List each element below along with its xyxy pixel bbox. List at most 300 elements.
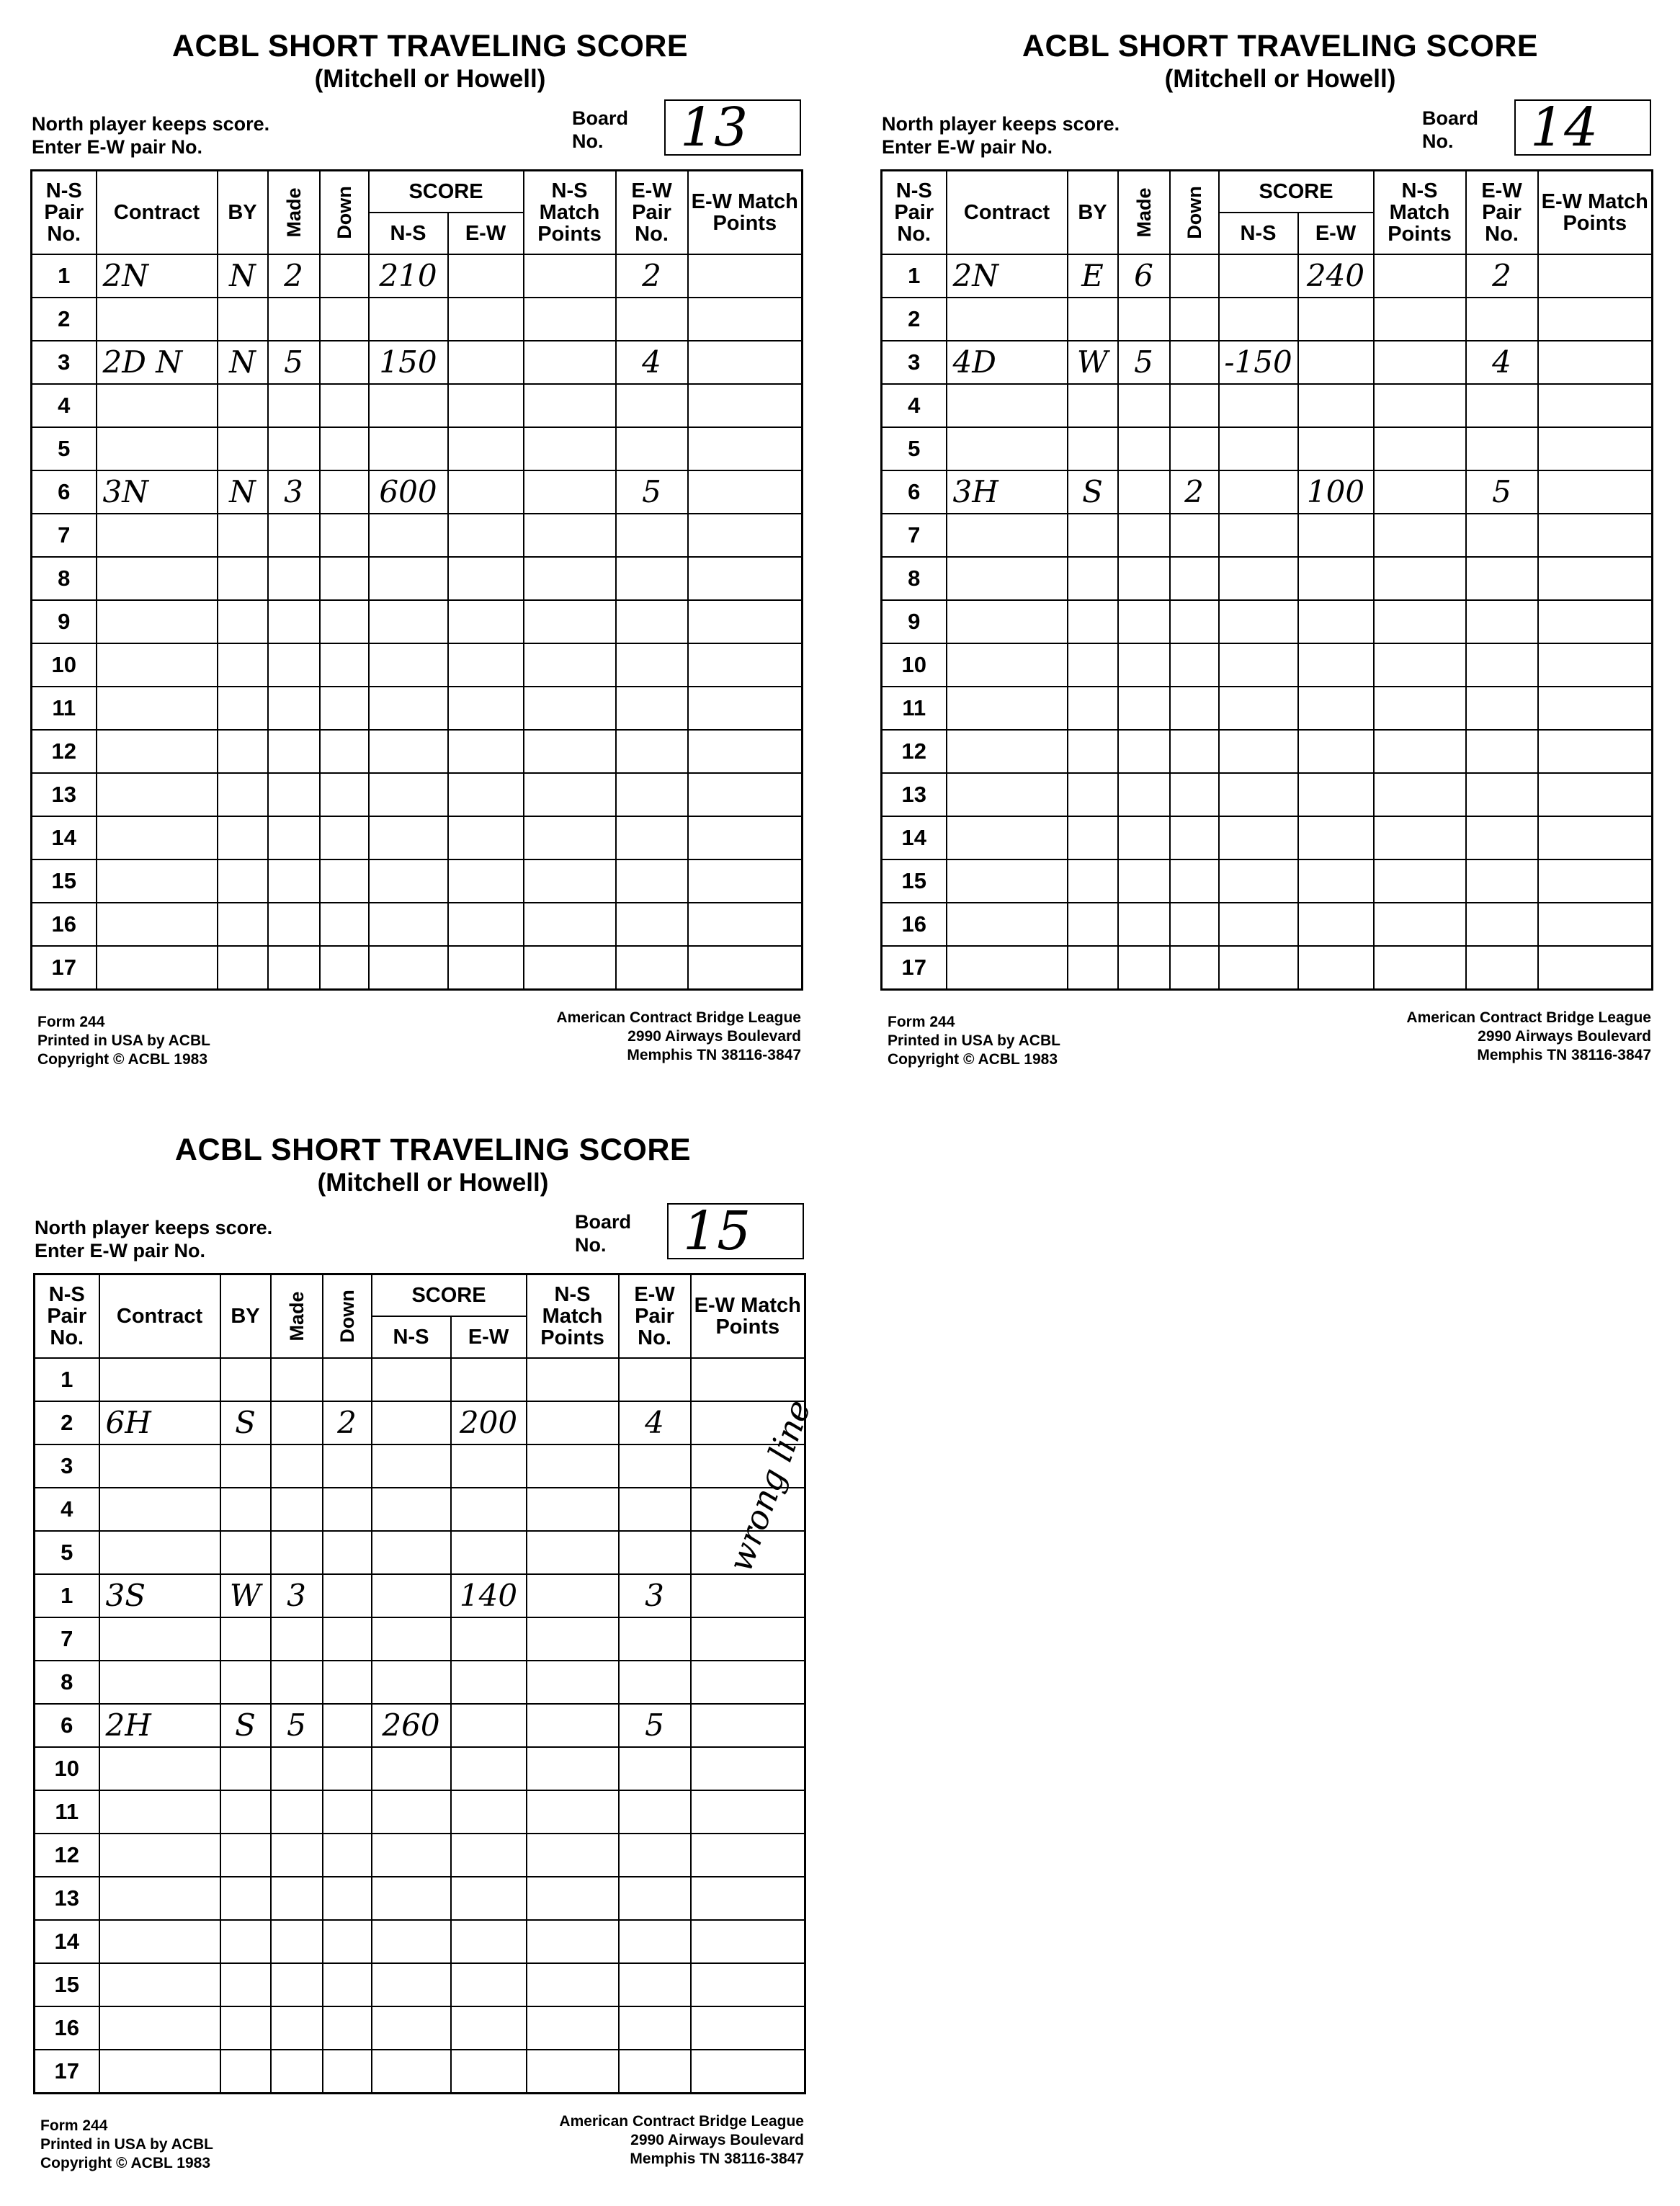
cell-score-ew[interactable] <box>448 643 524 687</box>
cell-made[interactable] <box>268 946 320 990</box>
cell-contract[interactable] <box>99 1747 220 1790</box>
cell-ew-pair[interactable] <box>1466 384 1538 427</box>
cell-down[interactable] <box>1170 773 1219 816</box>
cell-by[interactable] <box>1068 427 1118 470</box>
cell-score-ns[interactable] <box>1219 903 1298 946</box>
cell-down[interactable]: 2 <box>323 1401 372 1444</box>
cell-ew-pair[interactable] <box>1466 816 1538 859</box>
cell-ns-match-points[interactable] <box>524 773 616 816</box>
cell-score-ns[interactable] <box>372 1488 451 1531</box>
cell-contract[interactable] <box>947 298 1068 341</box>
cell-ns-match-points[interactable] <box>1374 470 1466 514</box>
cell-ew-match-points[interactable] <box>688 470 803 514</box>
cell-contract[interactable] <box>99 1444 220 1488</box>
cell-contract[interactable]: 3S <box>99 1574 220 1617</box>
cell-made[interactable] <box>1118 427 1170 470</box>
cell-score-ns[interactable] <box>372 1920 451 1963</box>
cell-down[interactable] <box>320 600 369 643</box>
cell-ew-match-points[interactable] <box>688 687 803 730</box>
cell-down[interactable] <box>1170 384 1219 427</box>
cell-made[interactable] <box>1118 514 1170 557</box>
board-number-field[interactable] <box>1514 99 1651 156</box>
cell-score-ew[interactable] <box>451 1747 527 1790</box>
cell-by[interactable] <box>218 514 268 557</box>
cell-ew-match-points[interactable] <box>688 903 803 946</box>
cell-ew-match-points[interactable] <box>688 946 803 990</box>
cell-by[interactable] <box>218 384 268 427</box>
cell-ns-match-points[interactable] <box>524 341 616 384</box>
cell-contract[interactable]: 3H <box>947 470 1068 514</box>
cell-ew-pair[interactable] <box>619 1920 691 1963</box>
cell-ew-pair[interactable] <box>1466 643 1538 687</box>
cell-score-ns[interactable] <box>1219 946 1298 990</box>
cell-ew-match-points[interactable] <box>691 1747 805 1790</box>
cell-by[interactable]: E <box>1068 254 1118 298</box>
cell-made[interactable] <box>271 2050 323 2094</box>
cell-down[interactable]: 2 <box>1170 470 1219 514</box>
cell-made[interactable] <box>271 2006 323 2050</box>
cell-down[interactable] <box>323 1574 372 1617</box>
cell-by[interactable] <box>220 1488 271 1531</box>
cell-contract[interactable] <box>97 859 218 903</box>
cell-ew-pair[interactable] <box>1466 730 1538 773</box>
cell-down[interactable] <box>320 341 369 384</box>
cell-score-ew[interactable] <box>448 470 524 514</box>
cell-ew-match-points[interactable] <box>1538 643 1653 687</box>
cell-score-ew[interactable] <box>1298 946 1374 990</box>
cell-ns-match-points[interactable] <box>1374 773 1466 816</box>
cell-score-ns[interactable] <box>372 1963 451 2006</box>
cell-down[interactable] <box>323 1704 372 1747</box>
cell-ew-match-points[interactable] <box>691 1834 805 1877</box>
cell-down[interactable] <box>320 687 369 730</box>
cell-contract[interactable] <box>947 816 1068 859</box>
cell-by[interactable] <box>220 1790 271 1834</box>
cell-down[interactable] <box>1170 427 1219 470</box>
cell-ew-pair[interactable]: 5 <box>616 470 688 514</box>
cell-ns-match-points[interactable] <box>1374 600 1466 643</box>
cell-made[interactable]: 5 <box>271 1704 323 1747</box>
cell-made[interactable] <box>271 1920 323 1963</box>
cell-contract[interactable] <box>99 1790 220 1834</box>
cell-ew-match-points[interactable] <box>691 2006 805 2050</box>
cell-by[interactable] <box>1068 643 1118 687</box>
cell-contract[interactable] <box>99 1488 220 1531</box>
cell-contract[interactable] <box>97 384 218 427</box>
cell-score-ew[interactable] <box>451 1963 527 2006</box>
cell-ns-match-points[interactable] <box>527 1834 619 1877</box>
cell-ns-match-points[interactable] <box>524 254 616 298</box>
cell-contract[interactable] <box>99 1963 220 2006</box>
cell-down[interactable] <box>323 2006 372 2050</box>
cell-score-ns[interactable] <box>1219 514 1298 557</box>
cell-contract[interactable] <box>97 427 218 470</box>
cell-score-ns[interactable] <box>1219 557 1298 600</box>
cell-score-ew[interactable] <box>1298 557 1374 600</box>
cell-ew-pair[interactable] <box>619 1747 691 1790</box>
cell-score-ns[interactable] <box>1219 859 1298 903</box>
cell-score-ew[interactable] <box>448 730 524 773</box>
cell-ns-match-points[interactable] <box>527 1401 619 1444</box>
cell-contract[interactable] <box>97 903 218 946</box>
cell-made[interactable] <box>1118 773 1170 816</box>
cell-down[interactable] <box>320 427 369 470</box>
cell-contract[interactable] <box>99 1834 220 1877</box>
cell-made[interactable] <box>1118 903 1170 946</box>
cell-score-ns[interactable] <box>372 1531 451 1574</box>
cell-ns-match-points[interactable] <box>527 1444 619 1488</box>
cell-down[interactable] <box>323 1661 372 1704</box>
cell-by[interactable] <box>1068 946 1118 990</box>
cell-score-ns[interactable] <box>372 1747 451 1790</box>
cell-ns-match-points[interactable] <box>1374 643 1466 687</box>
cell-ns-match-points[interactable] <box>1374 384 1466 427</box>
cell-ew-pair[interactable]: 4 <box>616 341 688 384</box>
cell-down[interactable] <box>1170 946 1219 990</box>
cell-score-ns[interactable] <box>1219 773 1298 816</box>
cell-score-ns[interactable] <box>372 1617 451 1661</box>
cell-made[interactable] <box>1118 946 1170 990</box>
cell-ew-pair[interactable] <box>1466 859 1538 903</box>
cell-made[interactable] <box>271 1531 323 1574</box>
cell-ew-match-points[interactable] <box>688 816 803 859</box>
cell-score-ew[interactable] <box>451 1790 527 1834</box>
cell-ew-match-points[interactable] <box>691 1963 805 2006</box>
cell-made[interactable] <box>268 600 320 643</box>
cell-ew-pair[interactable] <box>1466 946 1538 990</box>
cell-ew-pair[interactable] <box>616 859 688 903</box>
cell-by[interactable] <box>220 1747 271 1790</box>
cell-down[interactable] <box>320 859 369 903</box>
cell-ns-match-points[interactable] <box>1374 687 1466 730</box>
cell-made[interactable] <box>268 427 320 470</box>
cell-made[interactable] <box>271 1617 323 1661</box>
cell-down[interactable] <box>323 1617 372 1661</box>
cell-by[interactable]: N <box>218 341 268 384</box>
cell-score-ns[interactable] <box>372 2050 451 2094</box>
cell-by[interactable] <box>218 427 268 470</box>
cell-ew-match-points[interactable] <box>688 773 803 816</box>
cell-ew-match-points[interactable] <box>1538 254 1653 298</box>
cell-ns-match-points[interactable] <box>527 1877 619 1920</box>
cell-ew-pair[interactable] <box>619 1617 691 1661</box>
cell-down[interactable] <box>323 2050 372 2094</box>
cell-ns-match-points[interactable] <box>524 730 616 773</box>
cell-ew-match-points[interactable] <box>688 254 803 298</box>
cell-ew-match-points[interactable] <box>688 384 803 427</box>
cell-contract[interactable] <box>99 2050 220 2094</box>
cell-ns-match-points[interactable] <box>524 946 616 990</box>
cell-score-ns[interactable] <box>372 1358 451 1401</box>
cell-ew-pair[interactable] <box>619 2050 691 2094</box>
cell-down[interactable] <box>1170 730 1219 773</box>
cell-by[interactable] <box>218 687 268 730</box>
cell-ew-pair[interactable] <box>619 1444 691 1488</box>
cell-score-ew[interactable] <box>451 1358 527 1401</box>
cell-contract[interactable]: 6H <box>99 1401 220 1444</box>
cell-ew-pair[interactable] <box>619 1488 691 1531</box>
cell-made[interactable] <box>271 1877 323 1920</box>
cell-score-ew[interactable] <box>1298 730 1374 773</box>
cell-ew-pair[interactable]: 3 <box>619 1574 691 1617</box>
cell-down[interactable] <box>1170 903 1219 946</box>
cell-by[interactable] <box>1068 903 1118 946</box>
cell-score-ew[interactable] <box>448 254 524 298</box>
cell-contract[interactable] <box>99 1661 220 1704</box>
cell-ew-match-points[interactable] <box>1538 687 1653 730</box>
cell-down[interactable] <box>323 1358 372 1401</box>
cell-ew-pair[interactable] <box>619 1963 691 2006</box>
cell-ew-match-points[interactable] <box>688 730 803 773</box>
cell-score-ew[interactable] <box>448 903 524 946</box>
cell-ew-pair[interactable] <box>619 1877 691 1920</box>
cell-ew-pair[interactable] <box>1466 298 1538 341</box>
cell-by[interactable] <box>220 1444 271 1488</box>
cell-score-ew[interactable] <box>451 2050 527 2094</box>
board-number-field[interactable] <box>664 99 801 156</box>
cell-by[interactable]: S <box>220 1704 271 1747</box>
cell-by[interactable] <box>1068 384 1118 427</box>
cell-ew-pair[interactable] <box>616 816 688 859</box>
cell-score-ew[interactable] <box>448 384 524 427</box>
cell-score-ns[interactable] <box>369 643 448 687</box>
cell-score-ew[interactable] <box>451 1704 527 1747</box>
cell-score-ew[interactable] <box>1298 859 1374 903</box>
cell-contract[interactable]: 3N <box>97 470 218 514</box>
cell-score-ns[interactable]: 600 <box>369 470 448 514</box>
cell-by[interactable] <box>218 298 268 341</box>
cell-made[interactable] <box>271 1401 323 1444</box>
cell-score-ns[interactable] <box>369 687 448 730</box>
cell-contract[interactable]: 2H <box>99 1704 220 1747</box>
cell-down[interactable] <box>323 1531 372 1574</box>
cell-ew-match-points[interactable] <box>691 1877 805 1920</box>
cell-contract[interactable] <box>947 903 1068 946</box>
board-number-field[interactable] <box>667 1200 804 1262</box>
cell-score-ns[interactable] <box>1219 384 1298 427</box>
cell-ew-pair[interactable] <box>619 1531 691 1574</box>
cell-score-ns[interactable] <box>1219 687 1298 730</box>
cell-score-ew[interactable]: 200 <box>451 1401 527 1444</box>
cell-ew-pair[interactable] <box>619 1358 691 1401</box>
cell-down[interactable] <box>323 1920 372 1963</box>
cell-score-ns[interactable] <box>369 557 448 600</box>
cell-ew-match-points[interactable] <box>1538 946 1653 990</box>
cell-score-ew[interactable] <box>448 773 524 816</box>
cell-ew-match-points[interactable] <box>1538 514 1653 557</box>
cell-score-ew[interactable] <box>1298 514 1374 557</box>
cell-ew-match-points[interactable] <box>688 514 803 557</box>
cell-by[interactable] <box>218 816 268 859</box>
cell-down[interactable] <box>320 254 369 298</box>
cell-by[interactable] <box>218 600 268 643</box>
cell-ew-pair[interactable] <box>616 557 688 600</box>
cell-contract[interactable] <box>947 557 1068 600</box>
cell-made[interactable] <box>268 643 320 687</box>
cell-by[interactable] <box>218 730 268 773</box>
cell-ew-pair[interactable] <box>616 946 688 990</box>
cell-down[interactable] <box>320 514 369 557</box>
cell-made[interactable] <box>1118 384 1170 427</box>
cell-contract[interactable] <box>947 514 1068 557</box>
cell-ns-match-points[interactable] <box>527 1790 619 1834</box>
cell-ns-match-points[interactable] <box>524 384 616 427</box>
cell-score-ns[interactable] <box>1219 600 1298 643</box>
cell-contract[interactable] <box>97 600 218 643</box>
cell-score-ns[interactable] <box>372 1877 451 1920</box>
cell-made[interactable] <box>268 687 320 730</box>
cell-down[interactable] <box>320 643 369 687</box>
cell-contract[interactable] <box>947 773 1068 816</box>
cell-by[interactable] <box>218 773 268 816</box>
cell-score-ns[interactable] <box>372 1401 451 1444</box>
cell-by[interactable] <box>1068 514 1118 557</box>
cell-down[interactable] <box>320 384 369 427</box>
cell-ew-pair[interactable] <box>1466 514 1538 557</box>
cell-score-ew[interactable] <box>448 816 524 859</box>
cell-ew-match-points[interactable] <box>1538 903 1653 946</box>
cell-down[interactable] <box>320 903 369 946</box>
cell-made[interactable] <box>268 514 320 557</box>
cell-ns-match-points[interactable] <box>1374 427 1466 470</box>
cell-down[interactable] <box>320 298 369 341</box>
cell-made[interactable]: 3 <box>268 470 320 514</box>
cell-by[interactable] <box>220 1963 271 2006</box>
cell-by[interactable] <box>220 1531 271 1574</box>
cell-ns-match-points[interactable] <box>1374 730 1466 773</box>
cell-ns-match-points[interactable] <box>527 1920 619 1963</box>
cell-ew-pair[interactable] <box>616 427 688 470</box>
cell-made[interactable] <box>268 730 320 773</box>
cell-ns-match-points[interactable] <box>524 470 616 514</box>
cell-down[interactable] <box>1170 514 1219 557</box>
cell-down[interactable] <box>1170 298 1219 341</box>
cell-score-ew[interactable] <box>448 341 524 384</box>
cell-ns-match-points[interactable] <box>527 1704 619 1747</box>
cell-score-ns[interactable] <box>1219 730 1298 773</box>
cell-ew-pair[interactable] <box>619 2006 691 2050</box>
cell-ew-match-points[interactable] <box>688 600 803 643</box>
cell-ew-pair[interactable] <box>1466 773 1538 816</box>
cell-ew-pair[interactable] <box>1466 600 1538 643</box>
cell-ew-pair[interactable]: 4 <box>1466 341 1538 384</box>
cell-ew-match-points[interactable] <box>691 1790 805 1834</box>
cell-contract[interactable] <box>99 1358 220 1401</box>
cell-ew-pair[interactable] <box>1466 427 1538 470</box>
cell-down[interactable] <box>323 1790 372 1834</box>
cell-made[interactable]: 2 <box>268 254 320 298</box>
cell-by[interactable] <box>1068 730 1118 773</box>
cell-score-ns[interactable] <box>1219 298 1298 341</box>
cell-made[interactable] <box>271 1661 323 1704</box>
cell-score-ns[interactable] <box>369 903 448 946</box>
cell-by[interactable]: S <box>220 1401 271 1444</box>
cell-score-ns[interactable] <box>369 514 448 557</box>
cell-down[interactable] <box>1170 687 1219 730</box>
cell-made[interactable]: 6 <box>1118 254 1170 298</box>
cell-ew-pair[interactable] <box>616 643 688 687</box>
cell-ns-match-points[interactable] <box>1374 341 1466 384</box>
cell-score-ew[interactable] <box>448 859 524 903</box>
cell-by[interactable] <box>220 2050 271 2094</box>
cell-ns-match-points[interactable] <box>527 1358 619 1401</box>
cell-score-ns[interactable]: 210 <box>369 254 448 298</box>
cell-score-ew[interactable] <box>1298 816 1374 859</box>
cell-made[interactable] <box>1118 557 1170 600</box>
cell-down[interactable] <box>320 557 369 600</box>
cell-ew-pair[interactable]: 4 <box>619 1401 691 1444</box>
cell-score-ew[interactable] <box>448 687 524 730</box>
cell-score-ns[interactable] <box>369 384 448 427</box>
cell-contract[interactable] <box>97 687 218 730</box>
cell-score-ew[interactable]: 240 <box>1298 254 1374 298</box>
cell-score-ew[interactable] <box>448 298 524 341</box>
cell-ew-pair[interactable] <box>619 1790 691 1834</box>
cell-ew-pair[interactable] <box>616 730 688 773</box>
cell-score-ns[interactable] <box>1219 816 1298 859</box>
cell-contract[interactable] <box>97 298 218 341</box>
cell-down[interactable] <box>1170 643 1219 687</box>
cell-made[interactable] <box>271 1358 323 1401</box>
cell-score-ew[interactable] <box>448 427 524 470</box>
cell-contract[interactable] <box>97 773 218 816</box>
cell-ew-match-points[interactable] <box>1538 730 1653 773</box>
cell-ew-match-points[interactable] <box>1538 773 1653 816</box>
cell-by[interactable] <box>1068 298 1118 341</box>
cell-contract[interactable] <box>947 427 1068 470</box>
cell-by[interactable]: W <box>1068 341 1118 384</box>
cell-contract[interactable]: 2N <box>97 254 218 298</box>
cell-ew-match-points[interactable] <box>691 1574 805 1617</box>
cell-score-ns[interactable] <box>369 730 448 773</box>
cell-score-ns[interactable] <box>369 773 448 816</box>
cell-score-ew[interactable] <box>1298 427 1374 470</box>
cell-ew-pair[interactable] <box>616 384 688 427</box>
cell-ew-match-points[interactable] <box>691 1661 805 1704</box>
cell-down[interactable] <box>323 1444 372 1488</box>
cell-contract[interactable] <box>99 2006 220 2050</box>
cell-contract[interactable] <box>947 687 1068 730</box>
cell-made[interactable] <box>271 1488 323 1531</box>
cell-score-ew[interactable] <box>448 557 524 600</box>
cell-ew-pair[interactable] <box>616 903 688 946</box>
cell-ew-match-points[interactable] <box>1538 859 1653 903</box>
cell-by[interactable] <box>218 643 268 687</box>
cell-by[interactable]: N <box>218 470 268 514</box>
cell-score-ew[interactable] <box>1298 341 1374 384</box>
cell-score-ns[interactable] <box>1219 470 1298 514</box>
cell-contract[interactable] <box>97 557 218 600</box>
cell-contract[interactable] <box>97 514 218 557</box>
cell-ew-match-points[interactable] <box>1538 470 1653 514</box>
cell-by[interactable] <box>220 2006 271 2050</box>
cell-made[interactable] <box>1118 859 1170 903</box>
cell-down[interactable] <box>320 730 369 773</box>
cell-made[interactable] <box>1118 730 1170 773</box>
cell-score-ew[interactable] <box>451 1661 527 1704</box>
cell-down[interactable] <box>1170 816 1219 859</box>
cell-made[interactable] <box>271 1790 323 1834</box>
cell-down[interactable] <box>323 1747 372 1790</box>
cell-ew-pair[interactable] <box>619 1834 691 1877</box>
cell-ew-pair[interactable]: 2 <box>1466 254 1538 298</box>
cell-down[interactable] <box>1170 557 1219 600</box>
cell-ew-pair[interactable] <box>616 773 688 816</box>
cell-ew-match-points[interactable] <box>688 643 803 687</box>
cell-down[interactable] <box>1170 859 1219 903</box>
cell-by[interactable]: N <box>218 254 268 298</box>
cell-down[interactable] <box>1170 341 1219 384</box>
